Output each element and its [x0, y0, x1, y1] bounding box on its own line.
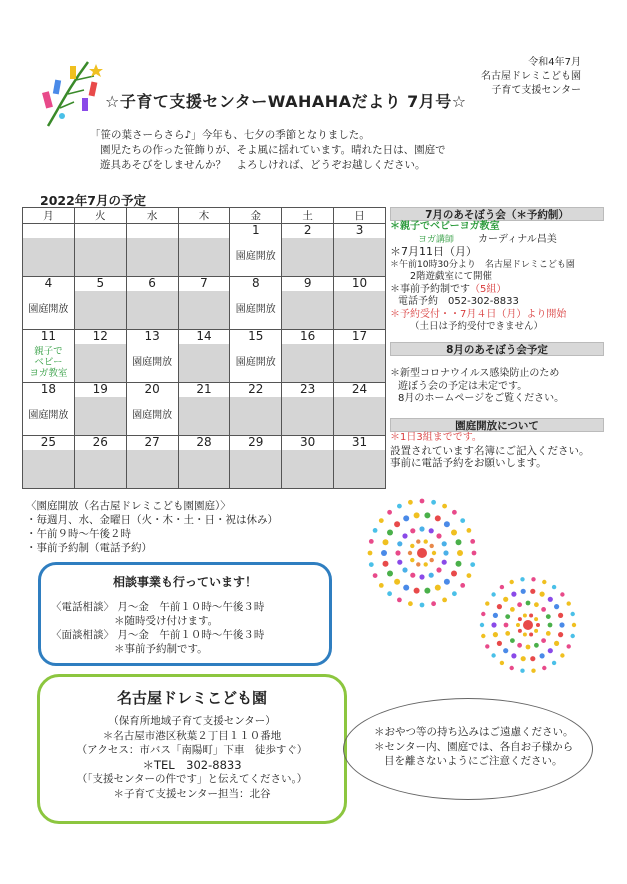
weekday-header: 火 [74, 208, 126, 224]
date-cell [23, 450, 75, 489]
date-cell [74, 397, 126, 436]
reserve-count: （5組） [470, 283, 507, 295]
august-line: 8月のホームページをご覧ください。 [398, 393, 565, 404]
notice-text [374, 725, 574, 769]
date-cell [282, 291, 334, 330]
date-cell [230, 450, 282, 489]
date-cell [23, 397, 75, 436]
reserve-line [390, 284, 604, 297]
date-cell [126, 450, 178, 489]
consultation-lines [41, 600, 329, 656]
july-event-panel [390, 207, 604, 334]
date-number: 24 [334, 383, 386, 397]
date-number-row [23, 383, 386, 397]
date-cell [74, 344, 126, 383]
date-number: 20 [126, 383, 178, 397]
date-event-text: 園庭開放 [28, 303, 69, 315]
date-number: 23 [282, 383, 334, 397]
date-event-text: 園庭開放 [28, 409, 69, 421]
date-number: 10 [334, 277, 386, 291]
garden-open-line: ・午前９時～午後２時 [26, 528, 131, 540]
date-content-row [23, 238, 386, 277]
date-content-row [23, 397, 386, 436]
date-cell [178, 344, 230, 383]
reserve-start: ＊予約受付・・7月４日（月）より開始 [390, 308, 567, 320]
bamboo-decoration-icon [40, 56, 110, 128]
reserve-sub: （土日は予約受付できません） [410, 321, 544, 332]
intro-text [90, 128, 520, 173]
calendar-heading: 2022年7月の予定 [40, 193, 146, 208]
date-number: 19 [74, 383, 126, 397]
event-date: ＊7月11日（月） [390, 245, 477, 258]
date-content-row [23, 450, 386, 489]
date-number: 17 [334, 330, 386, 344]
date-number: 12 [74, 330, 126, 344]
date-cell [334, 450, 386, 489]
date-cell [178, 450, 230, 489]
date-number: 4 [23, 277, 75, 291]
date-number: 9 [282, 277, 334, 291]
date-number: 28 [178, 436, 230, 450]
date-number-row [23, 330, 386, 344]
garden-open-info [26, 499, 278, 555]
intro-line: 園児たちの作った笹飾りが、そよ風に揺れています。晴れた日は、園庭で [100, 144, 446, 156]
consultation-title: 相談事業も行っています！ [112, 575, 257, 589]
date-event-text: 園庭開放 [235, 303, 276, 315]
date-cell [230, 344, 282, 383]
july-event-heading: 7月のあそぼう会（＊予約制） [390, 207, 604, 221]
date-number: 16 [282, 330, 334, 344]
august-line: 遊ぼう会の予定は未定です。 [398, 380, 528, 392]
date-cell [334, 344, 386, 383]
date-cell [23, 238, 75, 277]
weekday-header: 日 [334, 208, 386, 224]
date-number: 8 [230, 277, 282, 291]
garden-info-heading: 園庭開放について [390, 418, 604, 432]
notice-oval [343, 698, 593, 800]
date-number: 27 [126, 436, 178, 450]
date-cell [126, 344, 178, 383]
instructor-name: カーディナル昌美 [478, 233, 557, 245]
header-org: 名古屋ドレミこども園 [481, 71, 581, 82]
date-cell [23, 344, 75, 383]
date-number: 1 [230, 224, 282, 238]
date-number: 15 [230, 330, 282, 344]
date-cell [334, 397, 386, 436]
date-event-text: 園庭開放 [235, 250, 276, 262]
date-number: 21 [178, 383, 230, 397]
date-number-row [23, 277, 386, 291]
date-number [178, 224, 230, 238]
date-number: 31 [334, 436, 386, 450]
date-number [23, 224, 75, 238]
date-number: 22 [230, 383, 282, 397]
date-number: 7 [178, 277, 230, 291]
date-cell [178, 291, 230, 330]
fireworks-icon [350, 495, 610, 695]
notice-line: 目を離さないようにご注意ください。 [384, 755, 563, 767]
date-number: 18 [23, 383, 75, 397]
date-cell [282, 344, 334, 383]
instructor-label: ヨガ講師 [418, 234, 455, 245]
date-cell [282, 450, 334, 489]
date-number: 29 [230, 436, 282, 450]
consultation-line: 〈電話相談〉 月～金 午前１０時～午後３時 [51, 601, 265, 613]
contact-title: 名古屋ドレミこども園 [116, 689, 267, 707]
garden-open-line: ・事前予約制（電話予約） [26, 542, 152, 554]
date-cell [334, 291, 386, 330]
date-cell [74, 291, 126, 330]
date-number-row [23, 436, 386, 450]
date-number: 2 [282, 224, 334, 238]
date-number [126, 224, 178, 238]
date-number: 30 [282, 436, 334, 450]
contact-phone: ＊TEL 302-8833 [142, 757, 242, 772]
garden-info-line: 設置されています名簿にご記入ください。 [390, 444, 590, 457]
date-content-row [23, 344, 386, 383]
event-room: 2階遊戯室にて開催 [410, 271, 493, 282]
date-cell [74, 238, 126, 277]
weekday-header: 木 [178, 208, 230, 224]
date-cell [334, 238, 386, 277]
notice-line: ＊おやつ等の持ち込みはご遠慮ください。 [374, 726, 574, 738]
date-number: 11 [23, 330, 75, 344]
event-time-place: ＊午前10時30分より 名古屋ドレミこども園 [390, 259, 575, 270]
contact-line: （保育所地域子育て支援センター） [108, 715, 276, 727]
garden-info-line: 事前に電話予約をお願いします。 [390, 457, 547, 469]
intro-line: 遊具あそびをしませんか？ よろしければ、どうぞお越しください。 [100, 159, 426, 171]
date-cell [74, 450, 126, 489]
date-number: 3 [334, 224, 386, 238]
date-event-text: 園庭開放 [235, 356, 276, 368]
august-line: ＊新型コロナウイルス感染防止のため [390, 368, 560, 379]
header-center: 子育て支援センター [491, 85, 581, 96]
event-name: ＊親子でベビーヨガ教室 [390, 221, 500, 232]
weekday-row [23, 208, 386, 224]
weekday-header: 月 [23, 208, 75, 224]
notice-line: ＊センター内、園庭では、各自お子様から [374, 740, 574, 753]
date-event-text: 園庭開放 [132, 409, 173, 421]
contact-line: （「支援センターの件です」と伝えてください。） [76, 773, 308, 785]
date-cell [178, 397, 230, 436]
date-number: 14 [178, 330, 230, 344]
consultation-line: ＊随時受け付けます。 [51, 615, 219, 627]
contact-line: ＊名古屋市港区秋葉２丁目１１０番地 [102, 729, 282, 742]
date-cell [230, 291, 282, 330]
garden-open-line: 〈園庭開放（名古屋ドレミこども園園庭）〉 [26, 500, 231, 512]
date-cell [230, 238, 282, 277]
calendar-table [22, 207, 386, 489]
intro-line: 「笹の葉さーらさら♪」今年も、七夕の季節となりました。 [90, 129, 370, 141]
date-number: 6 [126, 277, 178, 291]
august-heading: 8月のあそぼう会予定 [390, 342, 604, 356]
consultation-line: ＊事前予約制です。 [51, 643, 208, 655]
date-cell [178, 238, 230, 277]
date-cell [126, 291, 178, 330]
contact-box [37, 674, 347, 824]
date-cell [126, 238, 178, 277]
date-number: 25 [23, 436, 75, 450]
consultation-line: 〈面談相談〉 月～金 午前１０時～午後３時 [51, 629, 265, 641]
reserve-note: ＊事前予約制です [390, 283, 470, 295]
header-org-block [481, 56, 581, 98]
date-event-text: 親子で ベビー ヨガ教室 [29, 346, 68, 380]
garden-limit: ＊1日3組までです。 [390, 432, 482, 443]
consultation-box [38, 562, 332, 666]
date-cell [282, 238, 334, 277]
garden-info-panel [390, 418, 604, 470]
date-number-row [23, 224, 386, 238]
date-cell [282, 397, 334, 436]
reserve-phone: 電話予約 052-302-8833 [398, 296, 519, 307]
weekday-header: 水 [126, 208, 178, 224]
date-event-text: 園庭開放 [132, 356, 173, 368]
garden-open-line: ・毎週月、水、金曜日（火・木・土・日・祝は休み） [26, 514, 278, 526]
contact-line: （アクセス：市バス「南陽町」下車 徒歩すぐ） [76, 744, 308, 756]
date-number [74, 224, 126, 238]
date-cell [126, 397, 178, 436]
weekday-header: 土 [282, 208, 334, 224]
date-cell [230, 397, 282, 436]
date-cell [23, 291, 75, 330]
date-number: 5 [74, 277, 126, 291]
weekday-header: 金 [230, 208, 282, 224]
header-date: 令和4年7月 [528, 57, 581, 68]
august-panel [390, 342, 604, 406]
date-content-row [23, 291, 386, 330]
contact-line: ＊子育て支援センター担当：北谷 [113, 787, 271, 800]
date-number: 26 [74, 436, 126, 450]
page-title: ☆子育て支援センターWAHAHAだより 7月号☆ [105, 92, 467, 111]
date-number: 13 [126, 330, 178, 344]
